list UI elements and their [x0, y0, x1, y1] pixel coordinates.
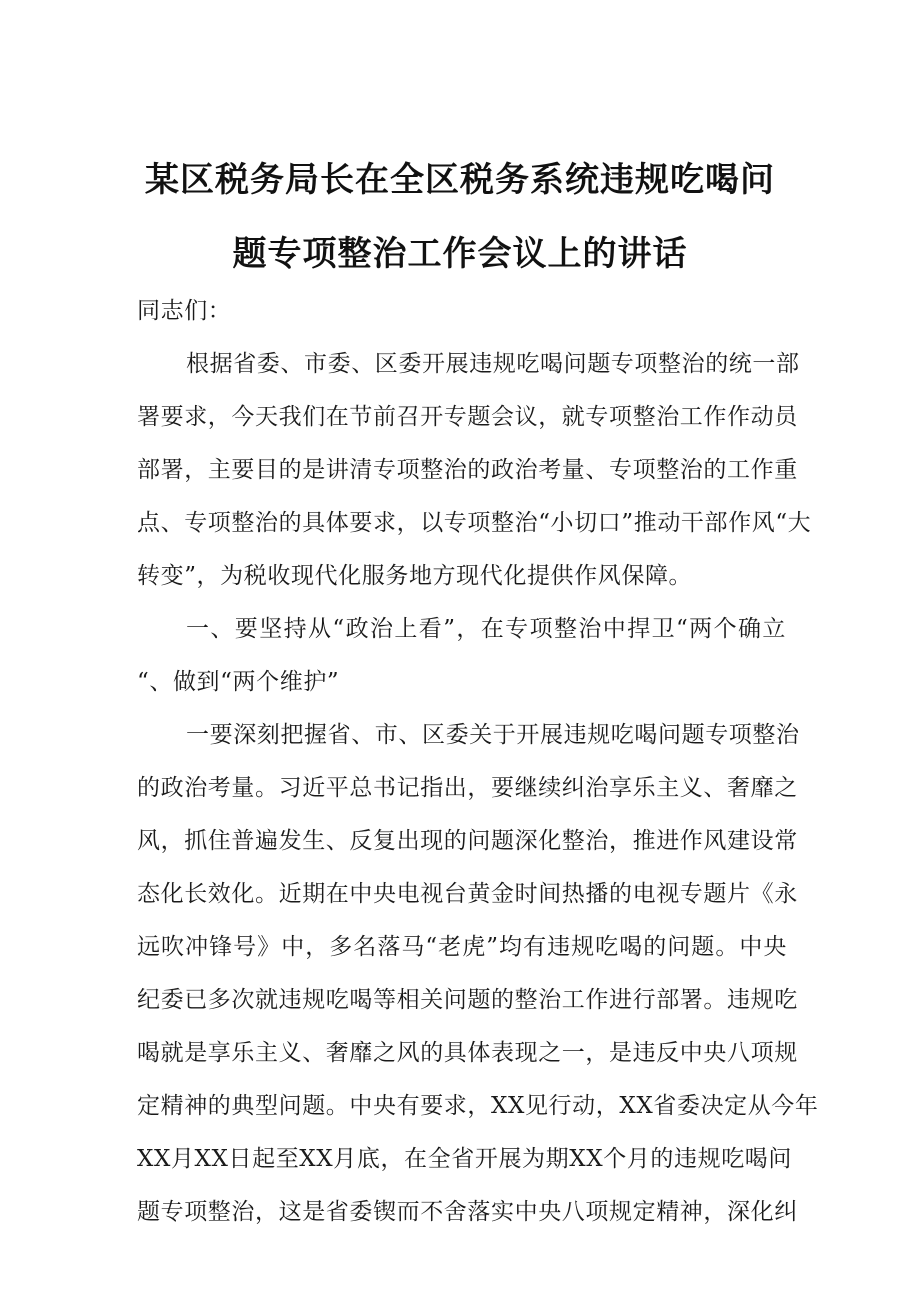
body-line: 转变”，为税收现代化服务地方现代化提供作风保障。	[137, 563, 693, 589]
body-line: 部署，主要目的是讲清专项整治的政治考量、专项整治的工作重	[137, 457, 798, 483]
body-line: 定精神的典型问题。中央有要求，XX见行动，XX省委决定从今年	[137, 1093, 819, 1119]
section-heading-line: “、做到“两个维护”	[137, 669, 340, 695]
body-line: 纪委已多次就违规吃喝等相关问题的整治工作进行部署。违规吃	[137, 987, 798, 1013]
section-heading-line: 一、要坚持从“政治上看”，在专项整治中捍卫“两个确立	[186, 616, 786, 642]
body-line: 远吹冲锋号》中，多名落马“老虎”均有违规吃喝的问题。中央	[137, 934, 787, 960]
greeting: 同志们：	[137, 298, 232, 324]
body-line: XX月XX日起至XX月底，在全省开展为期XX个月的违规吃喝问	[137, 1146, 792, 1172]
document-title-line-2: 题专项整治工作会议上的讲话	[232, 234, 688, 274]
body-line: 点、专项整治的具体要求，以专项整治“小切口”推动干部作风“大	[137, 510, 812, 536]
body-line: 风，抓住普遍发生、反复出现的问题深化整治，推进作风建设常	[137, 828, 798, 854]
body-line: 的政治考量。习近平总书记指出，要继续纠治享乐主义、奢靡之	[137, 775, 798, 801]
body-line: 题专项整治，这是省委锲而不舍落实中央八项规定精神，深化纠	[137, 1199, 798, 1225]
body-line: 态化长效化。近期在中央电视台黄金时间热播的电视专题片《永	[137, 881, 798, 907]
body-line: 根据省委、市委、区委开展违规吃喝问题专项整治的统一部	[186, 351, 800, 377]
body-line: 署要求，今天我们在节前召开专题会议，就专项整治工作作动员	[137, 404, 798, 430]
body-line: 一要深刻把握省、市、区委关于开展违规吃喝问题专项整治	[186, 722, 800, 748]
document-title-line-1: 某区税务局长在全区税务系统违规吃喝问	[145, 160, 775, 200]
body-line: 喝就是享乐主义、奢靡之风的具体表现之一，是违反中央八项规	[137, 1040, 798, 1066]
